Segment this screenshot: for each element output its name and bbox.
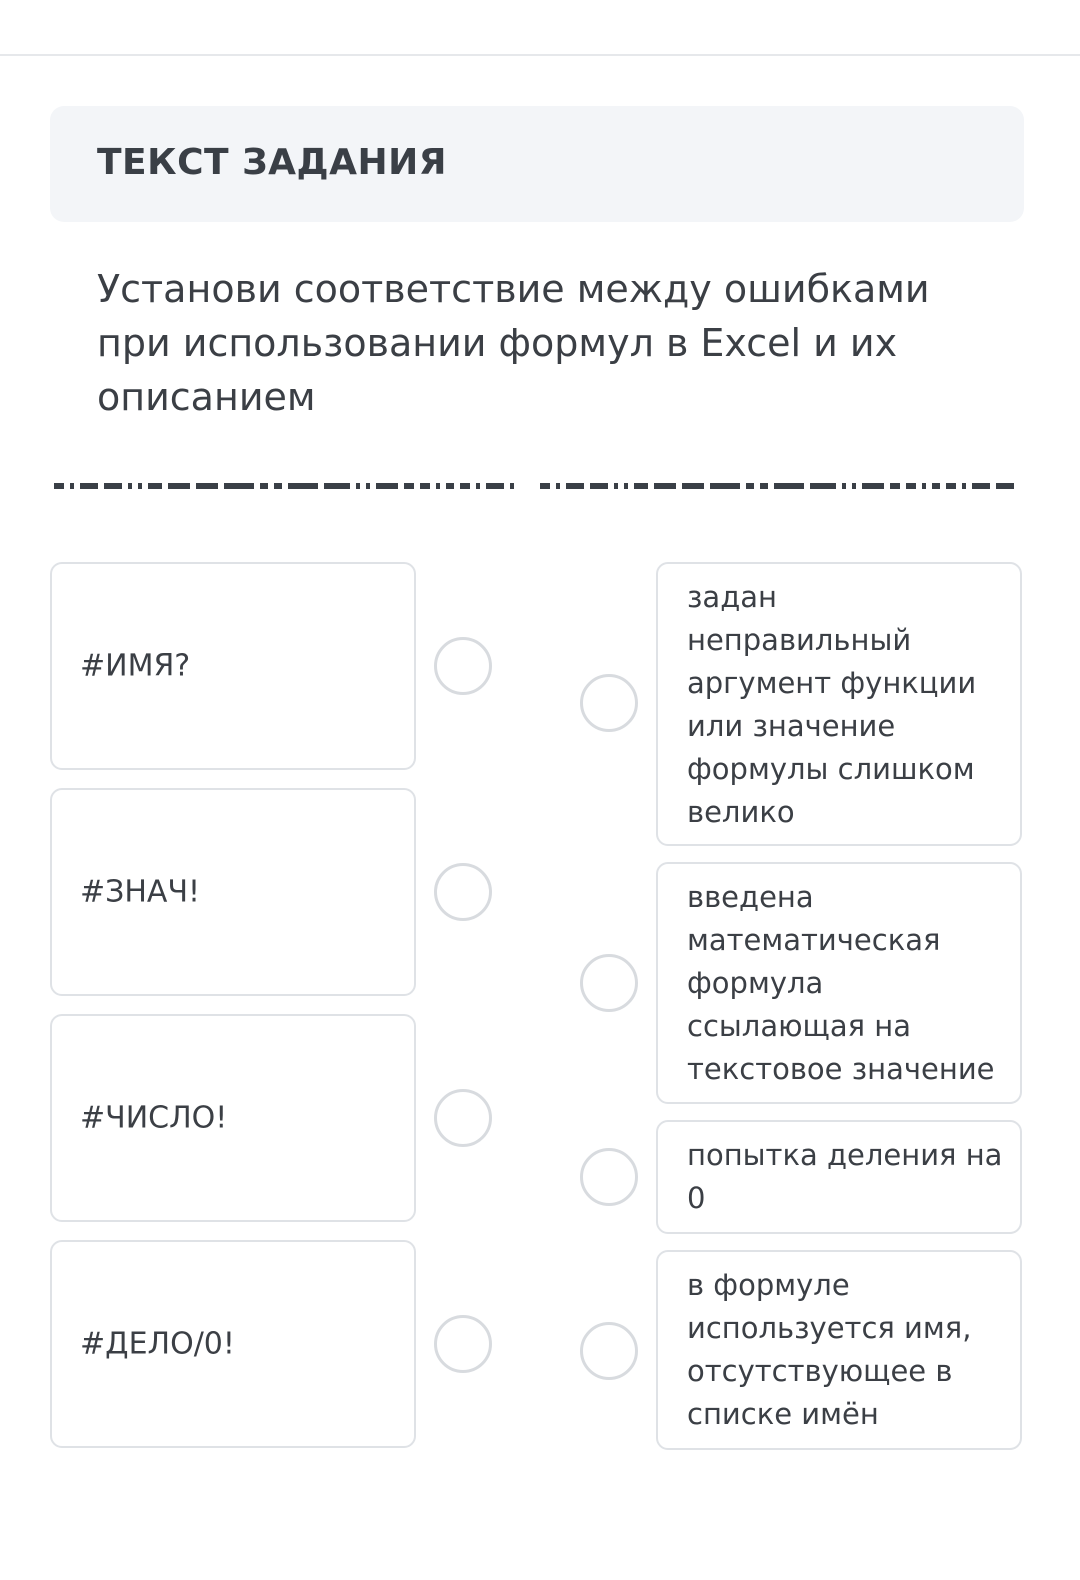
left-item-label: #ЧИСЛО! [80,1100,228,1136]
left-item-label: #ДЕЛО/0! [80,1326,235,1362]
top-divider [0,54,1080,56]
right-item-connector-circle[interactable] [580,674,638,732]
right-item-label: попытка деления на 0 [687,1138,1003,1215]
left-item-card[interactable] [50,788,416,996]
task-header-panel [50,106,1024,222]
left-item-connector-circle[interactable] [434,863,492,921]
right-item-connector-circle[interactable] [580,954,638,1012]
left-item-label: #ЗНАЧ! [80,874,201,910]
left-item-connector-circle[interactable] [434,1089,492,1147]
right-item-label: введена математическая формула ссылающая на текстовое значение [687,880,995,1086]
left-item-card[interactable] [50,1014,416,1222]
right-item-label: задан неправильный аргумент функции или значение формулы слишком велико [687,580,977,829]
right-item-connector-circle[interactable] [580,1148,638,1206]
left-item-connector-circle[interactable] [434,637,492,695]
right-item-card[interactable] [656,1250,1022,1450]
right-item-card[interactable] [656,862,1022,1104]
task-header-title: ТЕКСТ ЗАДАНИЯ [97,142,447,183]
left-item-connector-circle[interactable] [434,1315,492,1373]
left-item-label: #ИМЯ? [80,648,191,684]
right-item-connector-circle[interactable] [580,1322,638,1380]
right-item-card[interactable] [656,562,1022,846]
right-item-card[interactable] [656,1120,1022,1234]
left-item-card[interactable] [50,562,416,770]
dashed-divider-right [540,482,1020,490]
right-item-label: в формуле используется имя, отсутствующее в списке имён [687,1268,972,1431]
left-item-card[interactable] [50,1240,416,1448]
task-text: Установи соответствие между ошибками при использовании формул в Excel и их описанием [97,267,930,419]
dashed-divider-left [54,482,514,490]
